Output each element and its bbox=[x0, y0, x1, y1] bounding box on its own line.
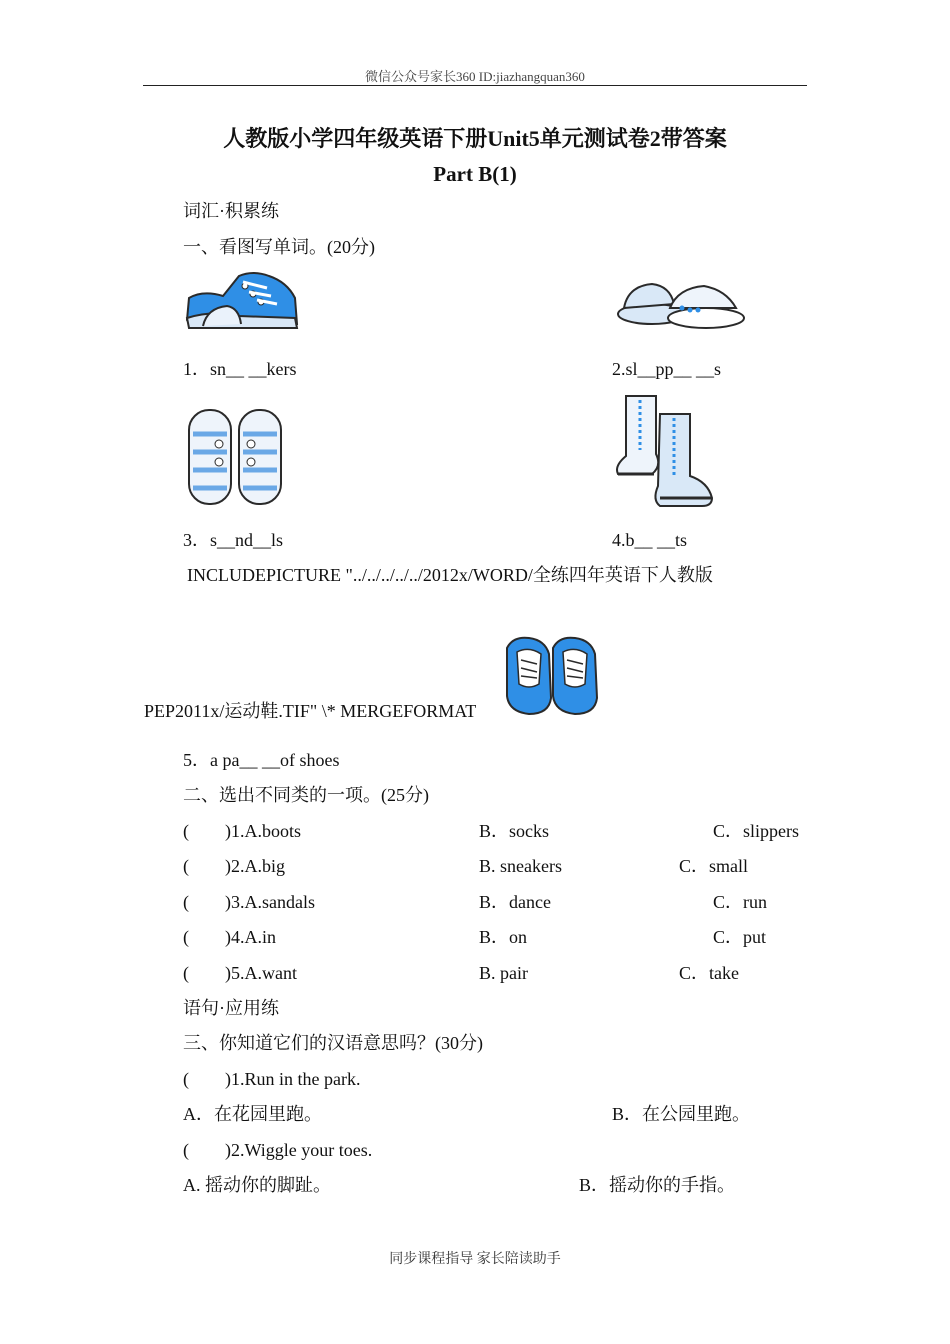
header-rule bbox=[143, 85, 807, 86]
q3-item-2-option-a: A. 摇动你的脚趾。 bbox=[183, 1175, 331, 1195]
section-vocab: 词汇·积累练 bbox=[183, 201, 279, 221]
page-footer: 同步课程指导 家长陪读助手 bbox=[389, 1252, 561, 1267]
q2-row-1-option-b: B．socks bbox=[479, 821, 550, 841]
q3-item-1-option-a: A．在花园里跑。 bbox=[183, 1104, 322, 1124]
q1-item-2: 2.sl__pp__ __s bbox=[612, 359, 722, 379]
include-picture-line-1: INCLUDEPICTURE "../../../../../2012x/WORD/全练四年英语下人教版 bbox=[187, 565, 713, 585]
q2-row-2-option-c: C．small bbox=[679, 856, 749, 876]
q2-row-4-question: ( )4.A.in bbox=[183, 927, 276, 947]
q2-row-5-option-c: C．take bbox=[679, 963, 739, 983]
boots-icon bbox=[612, 390, 716, 508]
q2-row-2-option-b: B. sneakers bbox=[479, 856, 562, 876]
page-title: 人教版小学四年级英语下册Unit5单元测试卷2带答案 bbox=[223, 126, 727, 151]
q2-row-5-option-b: B. pair bbox=[479, 963, 528, 983]
q3-item-2-option-b: B．摇动你的手指。 bbox=[579, 1175, 736, 1195]
q1-item-5: 5．a pa__ __of shoes bbox=[183, 750, 340, 770]
q1-item-3: 3．s__nd__ls bbox=[183, 530, 284, 550]
q2-row-4-option-b: B．on bbox=[479, 927, 528, 947]
q2-row-4-option-c: C．put bbox=[713, 927, 767, 947]
include-picture-line-2: PEP2011x/运动鞋.TIF" \* MERGEFORMAT bbox=[144, 701, 477, 721]
slippers-icon bbox=[612, 272, 748, 330]
q1-heading: 一、看图写单词。(20分) bbox=[183, 237, 375, 257]
page-subtitle: Part B(1) bbox=[433, 162, 517, 186]
section-apply: 语句·应用练 bbox=[183, 998, 279, 1018]
q2-row-2-question: ( )2.A.big bbox=[183, 856, 285, 876]
sandals-icon bbox=[183, 404, 287, 508]
q2-row-3-question: ( )3.A.sandals bbox=[183, 892, 315, 912]
q3-item-1-question: ( )1.Run in the park. bbox=[183, 1069, 361, 1089]
q1-item-4: 4.b__ __ts bbox=[612, 530, 688, 550]
page-header: 微信公众号家长360 ID:jiazhangquan360 bbox=[365, 69, 585, 84]
q1-item-1: 1．sn__ __kers bbox=[183, 359, 297, 379]
q3-item-1-option-b: B．在公园里跑。 bbox=[612, 1104, 751, 1124]
q2-row-3-option-b: B．dance bbox=[479, 892, 551, 912]
q2-row-1-question: ( )1.A.boots bbox=[183, 821, 301, 841]
pair-of-shoes-icon bbox=[503, 634, 599, 716]
q3-heading: 三、你知道它们的汉语意思吗？(30分) bbox=[183, 1033, 483, 1053]
q2-row-1-option-c: C．slippers bbox=[713, 821, 800, 841]
sneakers-icon bbox=[183, 268, 301, 334]
q2-row-5-question: ( )5.A.want bbox=[183, 963, 297, 983]
q3-item-2-question: ( )2.Wiggle your toes. bbox=[183, 1140, 373, 1160]
q2-heading: 二、选出不同类的一项。(25分) bbox=[183, 785, 429, 805]
q2-row-3-option-c: C．run bbox=[713, 892, 767, 912]
